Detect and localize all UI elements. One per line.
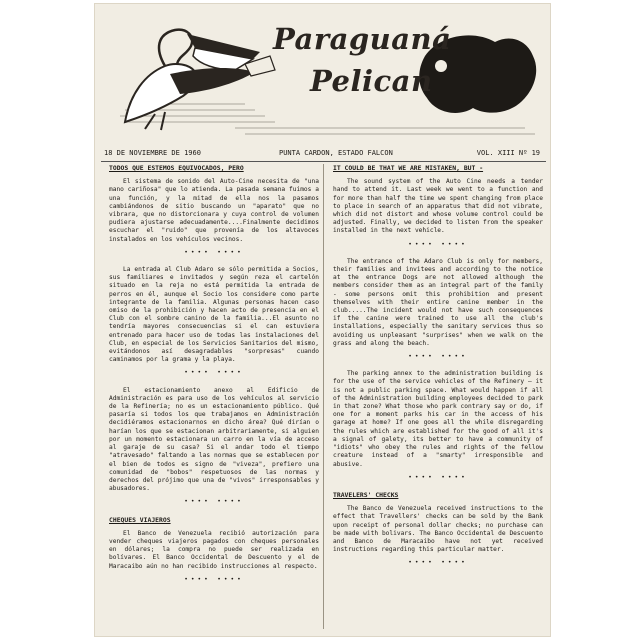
left-paragraph-4: El Banco de Venezuela recibió autorización para vender cheques viajeros pagados con cheques personales en dólares; la compra no puede ser realizada en bolívares. El Banco Occidental de Descuento y el de Maracaibo aún no han recibido instrucciones al respecto. (109, 529, 319, 570)
separator: •••• •••• (408, 240, 468, 248)
masthead (95, 4, 550, 144)
separator: •••• •••• (408, 559, 468, 567)
masthead-title-line1: Paraguaná (273, 22, 452, 56)
english-column (333, 164, 543, 629)
separator: •••• •••• (184, 498, 244, 506)
dateline (101, 147, 546, 162)
masthead-title-line2: Pelican (310, 64, 433, 98)
right-paragraph-2: The entrance of the Adaro Club is only for members, their families and invitees and according to the notice at the entrance Dogs are not allowed although the members consider them as an integral part of the family - some persons omit this prohibition and present themselves with their entire canine member in the club.....The incident would not have such consequences if the canine were trained to use all the club's installations, especially the sanitary services thus so avoiding us unpleasant "surprises" when we walk on the grass and along the beach. (333, 257, 543, 347)
separator: •••• •••• (184, 369, 244, 377)
separator: •••• •••• (408, 353, 468, 361)
issue-place: PUNTA CARDON, ESTADO FALCON (279, 149, 393, 157)
right-heading-1: IT COULD BE THAT WE ARE MISTAKEN, BUT - (333, 164, 484, 172)
issue-date: 18 DE NOVIEMBRE DE 1960 (104, 149, 201, 157)
right-heading-2: TRAVELERS' CHECKS (333, 490, 399, 499)
separator: •••• •••• (408, 473, 468, 481)
issue-volume: VOL. XIII Nº 19 (476, 149, 540, 157)
newspaper-page (95, 4, 550, 636)
separator: •••• •••• (184, 575, 244, 583)
left-paragraph-3: El estacionamiento anexo al Edificio de Administración es para uso de los vehículos al servicio de la Refinería; no es un estacionamiento público. Qué pasaría si todos los que trabajamos en Administración decidiéramos estacionarnos en dicho área? Qué dirían o harían los que se estacionan arbitrariamente, si alguien por un momento estacionara un carro en la vía de acceso al garaje de su casa? Si el andar todo el tiempo "atravesado" faltando a las normas que se establecen por el bien de todos es signo de "viveza", prefiero una comunidad de "bobos" respetuosos de las normas y derechos del prójimo que una de "vivos" irresponsables y abusadores. (109, 386, 319, 493)
right-paragraph-1: The sound system of the Auto Cine needs a tender hand to attend it. Last week we went to a function and for more than half the time we spent changing from place to place in search of an apparatus that did not vibrate, which did not distort and whose volume control could be adjusted. Finally, we decided to listen from the speaker installed in the next vehicle. (333, 178, 543, 235)
left-heading-1: TODOS QUE ESTEMOS EQUIVOCADOS, PERO (109, 164, 244, 172)
spanish-column (109, 164, 319, 629)
left-heading-2: CHEQUES VIAJEROS (109, 515, 171, 524)
left-paragraph-1: El sistema de sonido del Auto-Cine necesita de "una mano cariñosa" que lo atienda. La pasada semana fuimos a una función, y la mitad de ella nos la pasamos cambiándonos de sitio buscando un "aparato" que no vibrara, que no distorcionara y cuya control de volumen pudiera ajustarse adecuadamente....Finalmente decidimos escuchar el "ruido" que provenía de los altavoces instalados en los vehículos vecinos. (109, 178, 319, 243)
right-paragraph-3: The parking annex to the administration building is for the use of the service vehicles of the Refinery — it is not a public parking space. What would happen if all of the Administration building employees decided to park in that zone? What those who park contrary say or do, if one for a moment parks his car in the access of his garage at home? If one goes all the while disregarding the rules which are established for the good of all it's a signal of galety, its better to have a community of "idiots" who obey the rules and rights of the fellow creature instead of a "smarty" irresponsible and abusive. (333, 370, 543, 468)
separator: •••• •••• (184, 248, 244, 256)
left-paragraph-2: La entrada al Club Adaro se sólo permitida a Socios, sus familiares e invitados y según reza el cartelón situado en la reja no está permitida la entrada de perros en él, aunque el Socio los considere como parte integrante de la familia. Algunas personas hacen caso omiso de la prohibición y hacen acto de presencia en el Club con el sombre canino de la familia...El asunto no tendría mayores consecuencias si el can estuviera entrenado para hacer uso de todas las instalaciones del Club, en especial de los Servicios Sanitarios del mismo, evitándonos así desagradables "sorpresas" cuando caminamos por la grama y la playa. (109, 266, 319, 364)
right-paragraph-4: The Banco de Venezuela received instructions to the effect that Travellers' checks can be sold by the Bank upon receipt of personal dollar checks; no purchase can be made with bolivars. The Banco Occidental de Descuento and Banco de Maracaibo have not yet received instructions regarding this particular matter. (333, 505, 543, 554)
column-divider (323, 164, 324, 629)
